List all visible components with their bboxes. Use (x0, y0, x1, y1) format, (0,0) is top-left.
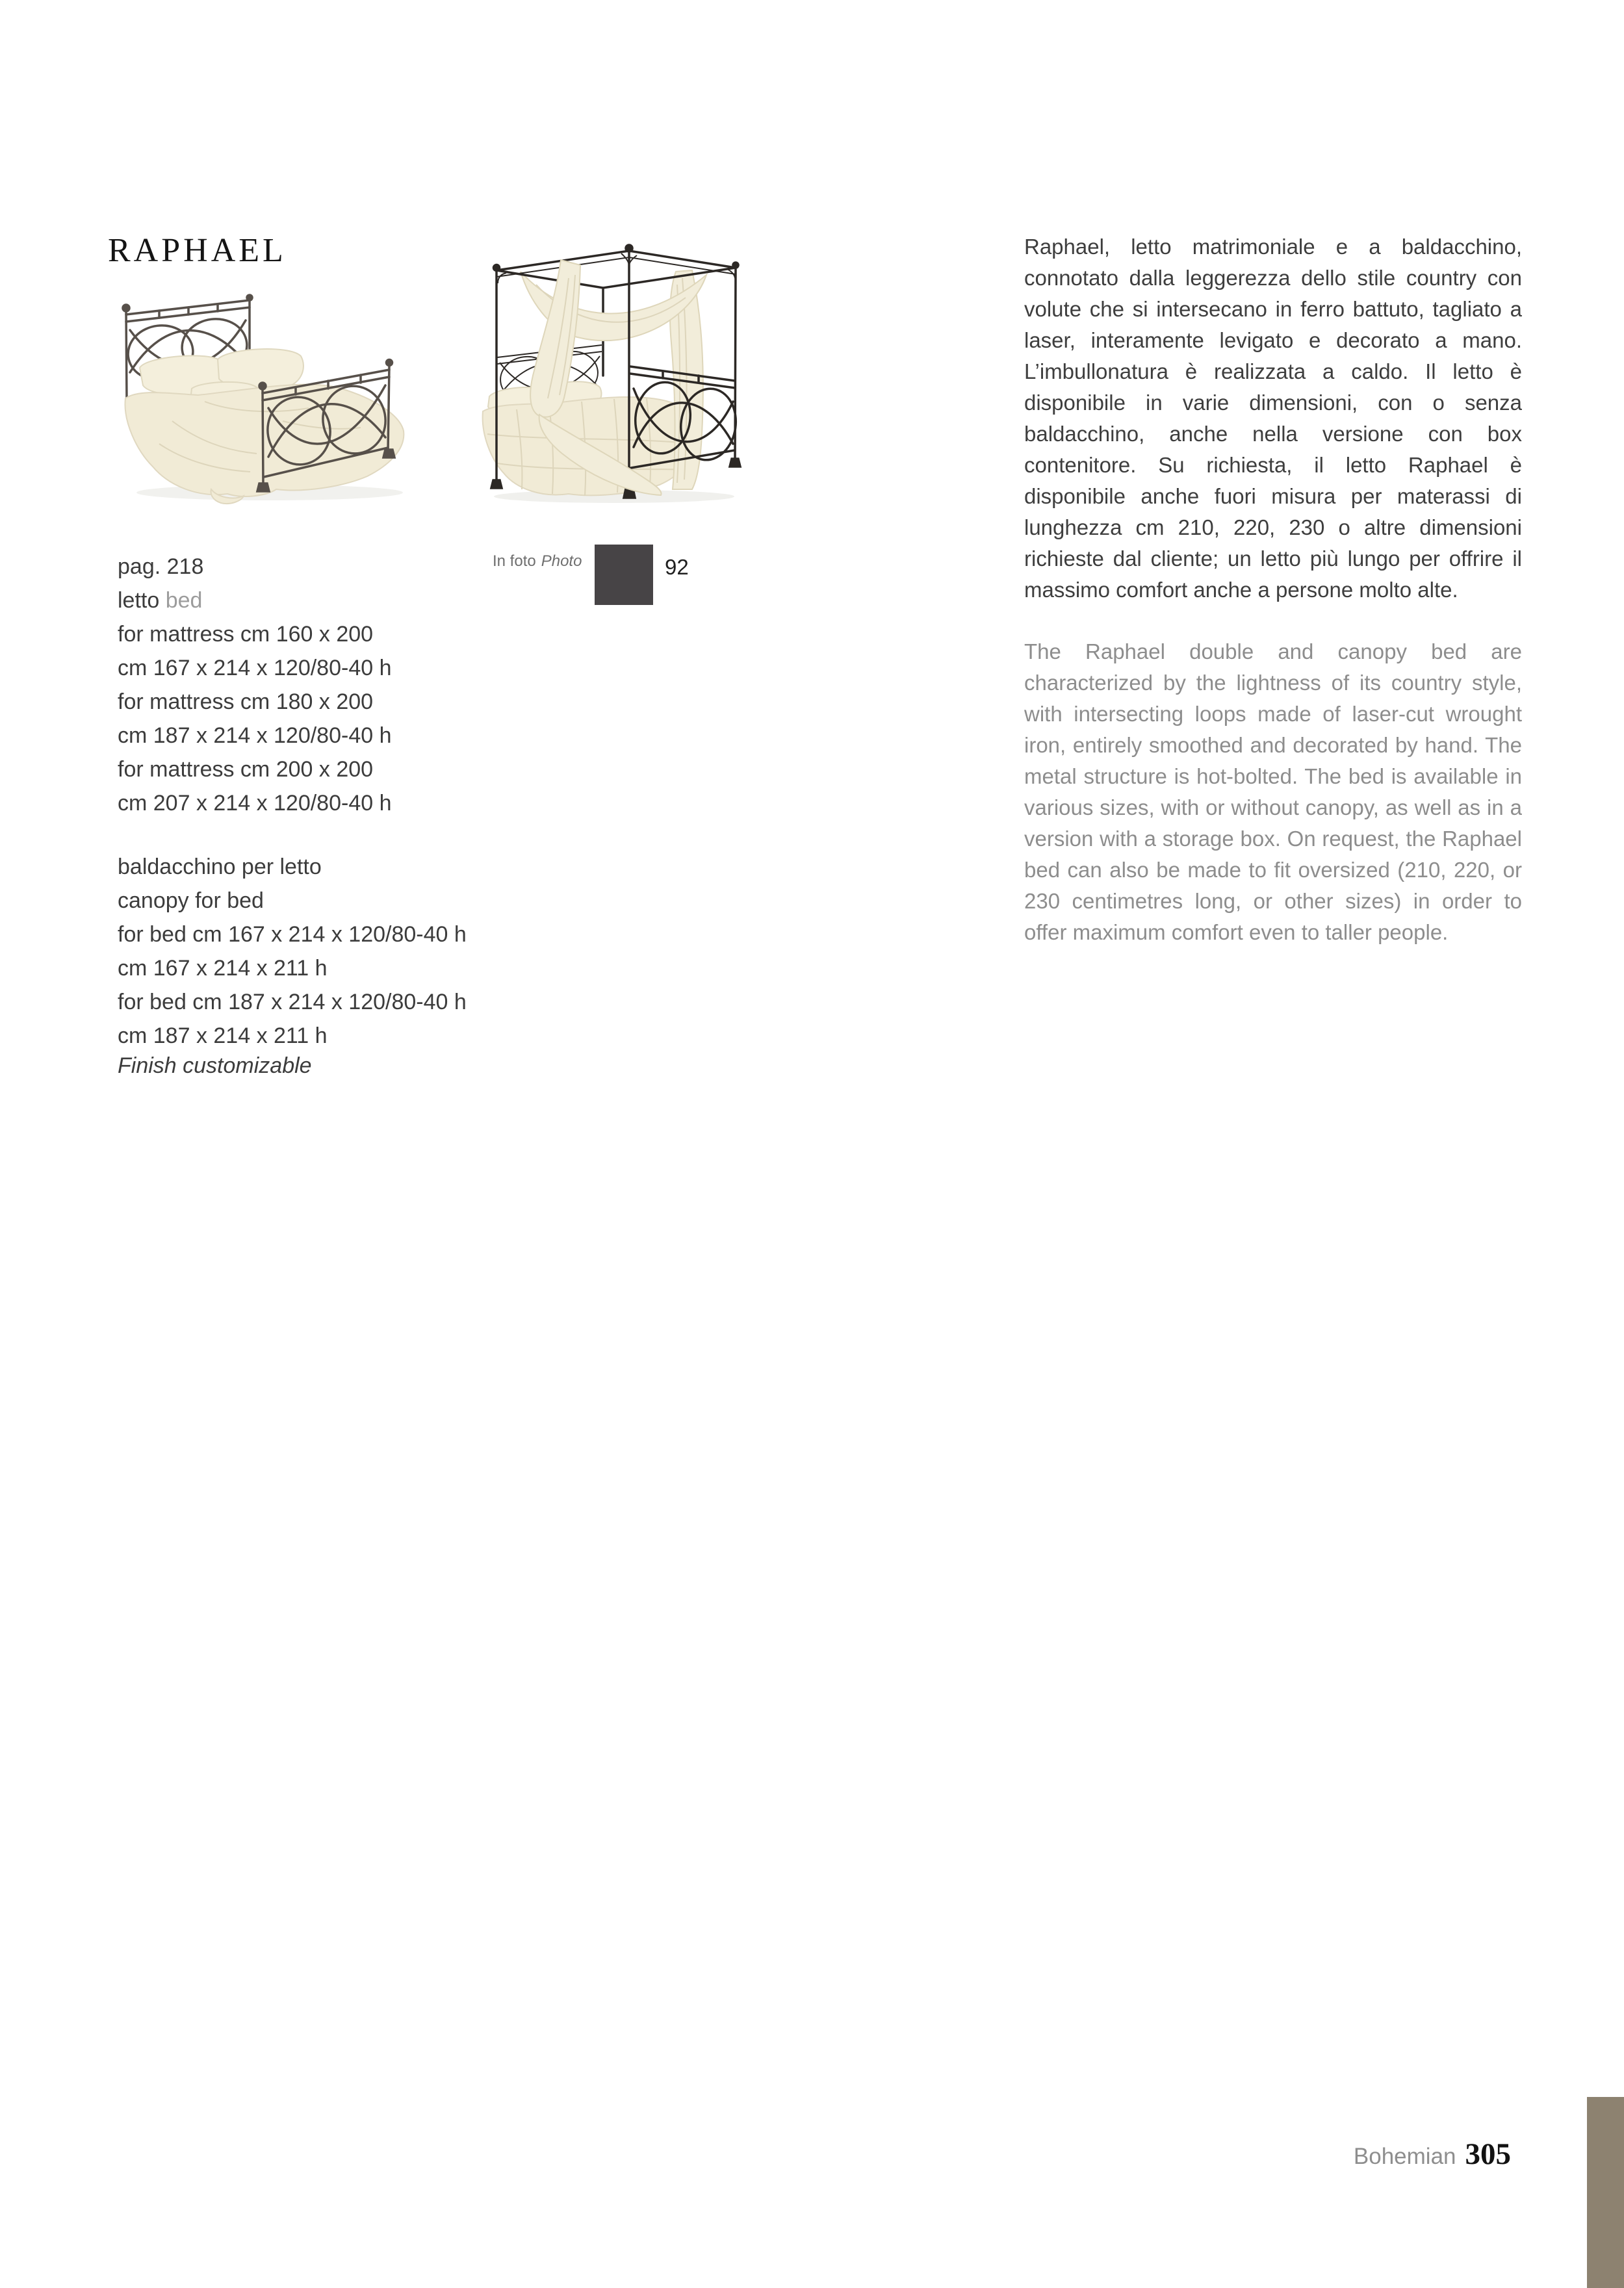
product-name-it: letto (118, 588, 160, 613)
spec-list (118, 550, 508, 1079)
description-english: The Raphael double and canopy bed are characterized by the lightness of its country style, with intersecting loops made of laser-cut wrought iron, entirely smoothed and decorated by hand. The metal structure is hot-bolted. The bed is available in various sizes, with or without canopy, as well as in a version with a storage box. On request, the Raphael bed can also be made to fit oversized (210, 220, or 230 centimetres long, or other sizes) in order to offer maximum comfort even to taller people. (1024, 639, 1522, 944)
collection-name: Bohemian (1353, 2144, 1456, 2169)
product-name-en: bed (165, 588, 203, 613)
spec-line: for bed cm 167 x 214 x 120/80-40 h (118, 922, 467, 947)
double-bed-photo (114, 291, 413, 506)
collection-accent-bar (1587, 2097, 1624, 2288)
spec-line: cm 187 x 214 x 211 h (118, 1023, 328, 1048)
spec-page-ref: pag. 218 (118, 554, 204, 579)
spec-line: for mattress cm 160 x 200 (118, 622, 374, 647)
spec-line: cm 167 x 214 x 211 h (118, 956, 328, 981)
description-italian: Raphael, letto matrimoniale e a baldacchino, connotato dalla leggerezza dello stile country con volute che si intersecano in ferro battuto, tagliato a laser, interamente levigato e decorato a mano. L’imbullonatura è realizzata a caldo. Il letto è disponibile in varie dimensioni, con o senza baldacchino, anche nella versione con box contenitore. Su richiesta, il letto Raphael è disponibile anche fuori misura per materassi di lunghezza cm 210, 220, 230 o altre dimensioni richieste dal cliente; un letto più lungo per offrire il massimo comfort anche a persone molto alte. (1024, 235, 1522, 602)
canopy-title-en: canopy for bed (118, 888, 264, 913)
spec-line: for mattress cm 200 x 200 (118, 757, 374, 782)
spec-line: cm 187 x 214 x 120/80-40 h (118, 723, 392, 748)
spec-line: for bed cm 187 x 214 x 120/80-40 h (118, 990, 467, 1014)
photo-caption (493, 545, 714, 610)
spec-line: for mattress cm 180 x 200 (118, 689, 374, 714)
finish-swatch (595, 545, 653, 605)
spec-product-name (118, 584, 508, 617)
finish-swatch-code: 92 (665, 555, 689, 579)
caption-label-it: In foto (493, 552, 536, 570)
canopy-bed-photo (478, 239, 751, 506)
canopy-spec-block (118, 850, 508, 1079)
caption-label-en: Photo (541, 552, 582, 570)
description-column (1024, 231, 1522, 948)
page-footer (1354, 2137, 1511, 2172)
spec-line: cm 167 x 214 x 120/80-40 h (118, 656, 392, 680)
page-number: 305 (1465, 2137, 1511, 2171)
canopy-title-it: baldacchino per letto (118, 855, 322, 879)
spec-line: cm 207 x 214 x 120/80-40 h (118, 791, 392, 816)
finish-note: Finish customizable (118, 1053, 312, 1078)
page-title: RAPHAEL (108, 232, 287, 269)
